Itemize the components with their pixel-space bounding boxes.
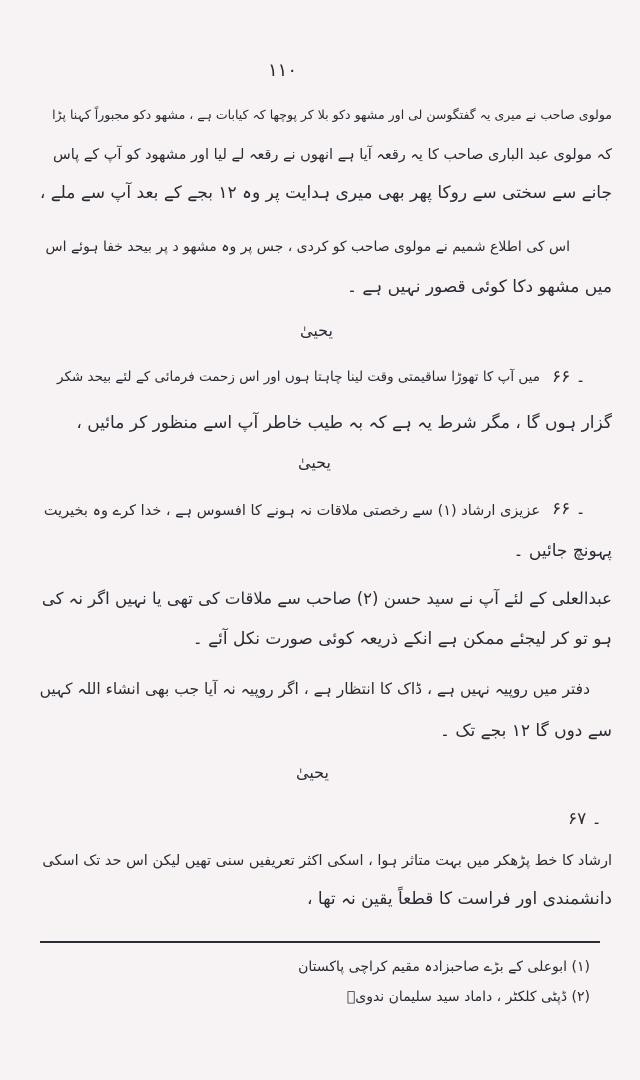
footnote-divider <box>40 941 600 943</box>
text-line: میں آپ کا تھوڑا ساقیمتی وقت لینا چاہتا ہوں اور اس زحمت فرمائی کے لئے بیحد شکر <box>57 369 540 385</box>
text-line: دانشمندی اور فراست کا قطعاً یقین نہ تھا ، <box>307 889 612 909</box>
text-line: دفتر میں روپیہ نہیں ہے ، ڈاک کا انتظار ہے ، اگر روپیہ نہ آیا جب بھی انشاء اللہ کہیں <box>39 680 590 698</box>
letter-number: ۶۷ ۔ <box>568 809 602 829</box>
text-line: ہو تو کر لیجئے ممکن ہے انکے ذریعہ کوئی صورت نکل آئے ۔ <box>192 629 612 649</box>
signature-yahya: یحییٰ <box>296 763 329 782</box>
text-line: عزیزی ارشاد (۱) سے رخصتی ملاقات نہ ہونے کا افسوس ہے ، خدا کرے وہ بخیریت <box>43 503 540 519</box>
text-line: اس کی اطلاع شمیم نے مولوی صاحب کو کردی ، جس پر وہ مشھو د پر بیحد خفا ہوئے اس <box>45 239 570 255</box>
page-number: ۱۱۰ <box>268 60 298 81</box>
letter-number: ۶۶ ۔ <box>552 499 586 519</box>
text-line: سے دوں گا ۱۲ بجے تک ۔ <box>439 721 612 741</box>
footnote: (۲) ڈپٹی کلکٹر ، داماد سید سلیمان ندویؒ <box>346 989 590 1005</box>
signature-yahya: یحییٰ <box>298 453 331 472</box>
letter-number: ۶۶ ۔ <box>552 367 586 387</box>
text-line: ارشاد کا خط پڑھکر میں بہت متاثر ہوا ، اسکی اکثر تعریفیں سنی تھیں لیکن اس حد تک اسکی <box>42 853 612 869</box>
text-line: عبدالعلی کے لئے آپ نے سید حسن (۲) صاحب سے ملاقات کی تھی یا نہیں اگر نہ کی <box>41 589 612 608</box>
text-line: گزار ہوں گا ، مگر شرط یہ ہے کہ بہ طیب خاطر آپ اسے منظور کر مائیں ، <box>76 413 612 433</box>
footnote: (۱) ابوعلی کے بڑے صاحبزادہ مقیم کراچی پاکستان <box>298 959 590 975</box>
text-line: میں مشھو دکا کوئی قصور نہیں ہے ۔ <box>346 277 612 297</box>
text-line: پہونچ جائیں ۔ <box>513 541 612 561</box>
signature-yahya: یحییٰ <box>300 321 333 340</box>
text-line: جانے سے سختی سے روکا پھر بھی میری ہدایت پر وہ ۱۲ بجے کے بعد آپ سے ملے ، <box>39 183 612 203</box>
text-line: کہ مولوی عبد الباری صاحب کا یہ رقعہ آیا ہے انھوں نے رقعہ لے لیا اور مشھود کو آپ کے پاس <box>53 147 612 163</box>
text-line: مولوی صاحب نے میری یہ گفتگوسن لی اور مشھو دکو بلا کر پوچھا کہ کیابات ہے ، مشھو دکو مجبوراً کہنا پڑا <box>52 107 612 122</box>
